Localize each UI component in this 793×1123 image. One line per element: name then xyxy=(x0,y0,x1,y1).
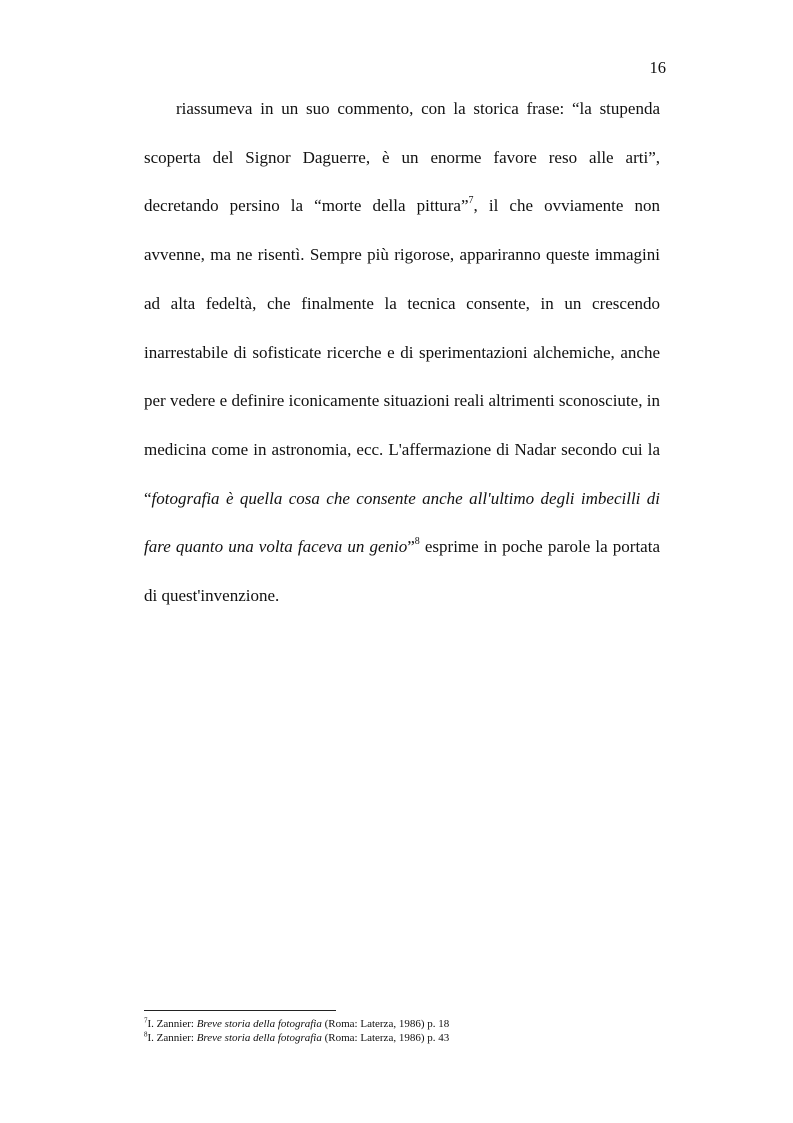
footnote-title: Breve storia della fotografia xyxy=(196,1032,322,1044)
nadar-quote: fotografia è quella cosa che consente anche all'ultimo degli imbecilli di fare quanto una volta faceva un genio xyxy=(144,488,660,557)
quote-close-mark: ” xyxy=(407,537,415,557)
footnote-separator xyxy=(144,1010,336,1011)
footnotes xyxy=(144,1017,664,1045)
footnote xyxy=(144,1031,664,1045)
footnote-ref-7: 7 xyxy=(468,194,474,206)
footnote-author: I. Zannier: xyxy=(147,1018,197,1030)
page-number: 16 xyxy=(649,58,666,77)
footnote-title: Breve storia della fotografia xyxy=(196,1018,322,1030)
footnote-marker: 8 xyxy=(144,1030,148,1039)
footnote-marker: 7 xyxy=(144,1016,148,1025)
body-paragraph xyxy=(144,85,660,621)
body-text-part-3: esprime in poche parole la portata di quest'invenzione. xyxy=(144,537,660,606)
footnote-details: (Roma: Laterza, 1986) p. 43 xyxy=(321,1032,450,1044)
footnote-author: I. Zannier: xyxy=(147,1032,197,1044)
footnote xyxy=(144,1017,664,1031)
footnote-details: (Roma: Laterza, 1986) p. 18 xyxy=(321,1018,450,1030)
body-text-part-2: , il che ovviamente non avvenne, ma ne risentì. Sempre più rigorose, appariranno queste immagini ad alta fedeltà, che finalmente la tecnica consente, in un crescendo inarrestabile di sofisticate ricerche e di sperimentazioni alchemiche, anche per vedere e definire iconicamente situazioni reali altrimenti sconosciute, in medicina come in astronomia, ecc. L'affermazione di Nadar secondo cui la “ xyxy=(144,196,660,508)
body-text-part-1: riassumeva in un suo commento, con la storica frase: “la stupenda scoperta del Signor Daguerre, è un enorme favore reso alle arti”, decretando persino la “morte della pittura” xyxy=(144,99,660,216)
footnote-ref-8: 8 xyxy=(414,535,420,547)
